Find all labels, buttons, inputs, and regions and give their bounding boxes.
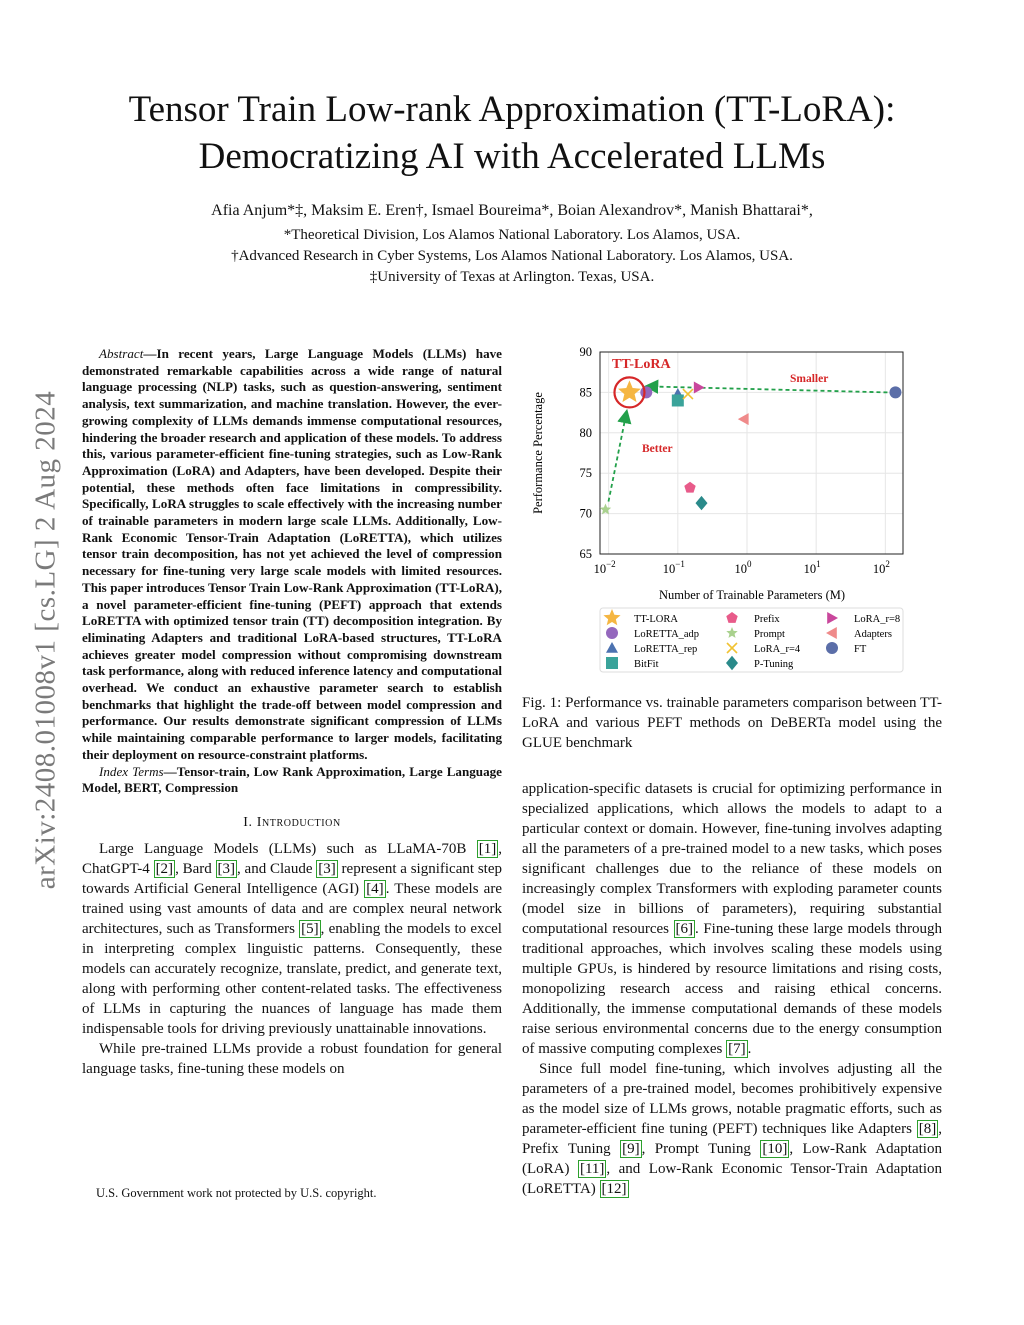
legend-label-p-tuning: P-Tuning <box>754 659 794 670</box>
citation-link[interactable]: [7] <box>728 1041 746 1057</box>
y-tick-label: 80 <box>579 425 592 440</box>
intro-paragraph-2: While pre-trained LLMs provide a robust foundation for general language tasks, fine-tuning these models on <box>82 1040 502 1077</box>
x-tick-exponent: −2 <box>606 559 616 569</box>
legend-label-prefix: Prefix <box>754 614 780 625</box>
citation-link[interactable]: [8] <box>918 1121 937 1137</box>
citation-link[interactable]: [12] <box>601 1181 627 1197</box>
citation-link[interactable]: [10] <box>762 1141 788 1157</box>
citation-link[interactable]: [11] <box>579 1161 605 1177</box>
x-axis-ticks <box>594 559 890 576</box>
citation-link[interactable]: [2] <box>155 860 174 877</box>
right-paragraph-2 <box>522 1059 942 1199</box>
citation-link[interactable]: [6] <box>675 921 694 937</box>
y-tick-label: 85 <box>579 385 592 400</box>
y-axis-ticks <box>580 346 593 561</box>
chart-annotations <box>612 357 828 455</box>
y-tick-label: 75 <box>579 466 592 481</box>
text-run: . These models are trained using vast amounts of data and are complex neural network architectures, such as Transformers <box>82 880 502 937</box>
abstract <box>82 346 502 764</box>
affiliation-2: †Advanced Research in Cyber Systems, Los Alamos National Laboratory. Los Alamos, USA. <box>231 248 793 264</box>
abstract-label: Abstract <box>99 346 144 361</box>
point-ft <box>889 386 901 398</box>
x-tick-label: $10^{-1}$ <box>662 559 685 576</box>
y-tick-label: 70 <box>579 506 592 521</box>
legend-label-loretta-adp: LoRETTA_adp <box>634 629 700 640</box>
section-title: Introduction <box>256 814 341 830</box>
text-run: . Fine-tuning these large models through traditional approaches, which involves scaling these models using multiple GPUs, is hindered by resource limitations and rising costs, monopolizing research access and raising ethical concerns. Additionally, the immense computational demands of these models raise serious environmental concerns due to the energy consumption of massive computing complexes <box>522 921 942 1057</box>
legend-label-lora-r-8: LoRA_r=8 <box>854 614 901 625</box>
index-terms-text: —Tensor-train, Low Rank Approximation, Large Language Model, BERT, Compression <box>82 763 502 796</box>
text-run: application-specific datasets is crucial for optimizing performance in specialized applications, which allows the models to adapt to a particular context or domain. However, fine-tuning involves adapting all the parameters of a pre-trained model to a new tasks, which poses significant challenges due to the reliance of these models on increasingly complex Transformers with exploding parameter counts (model size in billions of parameters), requiring substantial computational resources <box>522 781 942 937</box>
legend-label-ft: FT <box>854 644 867 655</box>
author-list: Afia Anjum*‡, Maksim E. Eren†, Ismael Boureima*, Boian Alexandrov*, Manish Bhattarai*, <box>211 202 813 219</box>
legend-label-loretta-rep: LoRETTA_rep <box>634 644 698 655</box>
title-line-2: Democratizing AI with Accelerated LLMs <box>198 136 826 177</box>
x-tick-label: $10^1$ <box>803 559 821 576</box>
text-run: , Bard <box>175 860 216 877</box>
x-tick-exponent: −1 <box>675 559 685 569</box>
citation-link[interactable]: [1] <box>478 840 497 857</box>
figure-caption: Fig. 1: Performance vs. trainable parameters comparison between TT-LoRA and various PEFT methods on DeBERTa model using the GLUE benchmark <box>522 695 942 751</box>
citation-link[interactable]: [4] <box>366 880 384 897</box>
point-loretta-adp <box>640 386 652 398</box>
text-run: Large Language Models (LLMs) such as LLaMA-70B <box>99 840 477 857</box>
citation-link[interactable]: [9] <box>622 1141 640 1157</box>
better-arrow <box>608 412 626 501</box>
text-run: , and Low-Rank Economic Tensor-Train Adaptation (LoRETTA) <box>522 1161 942 1197</box>
right-column <box>522 346 942 1199</box>
index-terms-label: Index Terms <box>99 763 164 779</box>
legend-label-lora-r-4: LoRA_r=4 <box>754 644 801 655</box>
left-column <box>82 346 502 1079</box>
legend-marker-ft <box>826 642 838 654</box>
abstract-text: —In recent years, Large Language Models (LLMs) have demonstrated remarkable capabilities across a wide range of natural language processing (NLP) tasks, such as question-answering, sentiment analysis, text summarization, and machine translation. However, the ever-growing complexity of LLMs demands immense computational resources, hindering the broader research and application of these models. To address this, various parameter-efficient fine-tuning strategies, such as Low-Rank Approximation (LoRA) and Adapters, have been developed. Despite their potential, these methods often face limitations in compressibility. Specifically, LoRA struggles to scale effectively with the increasing number of trainable parameters in modern large scale LLMs. Additionally, Low-Rank Economic Tensor-Train Adaptation (LoRETTA), which utilizes tensor train decomposition, has not yet achieved the level of compression necessary for fine-tuning very large scale models with limited resources. This paper introduces Tensor Train Low-Rank Approximation (TT-LoRA), a novel parameter-efficient fine-tuning (PEFT) approach that extends LoRETTA with optimized tensor train (TT) decomposition integration. By eliminating Adapters and traditional LoRA-based structures, TT-LoRA achieves greater model compression without compromising downstream task performance, along with reduced inference latency and computational overhead. We conduct an exhaustive parameter search to establish benchmarks that highlight the trade-off between model compression and performance. Our results demonstrate significant compression of LLMs while maintaining comparable performance to larger models, facilitating their deployment on resource-constraint platforms. <box>82 346 502 762</box>
x-tick-exponent: 1 <box>816 559 821 569</box>
point-prefix <box>684 482 695 493</box>
text-run: represent a significant step towards Artificial General Intelligence (AGI) <box>82 860 502 897</box>
legend-marker-loretta-adp <box>606 627 618 639</box>
citation-link[interactable]: [3] <box>318 860 336 877</box>
x-tick-label: $10^{-2}$ <box>593 559 616 576</box>
point-adapters <box>738 413 749 425</box>
point-bitfit <box>672 394 684 406</box>
point-prompt <box>600 504 611 515</box>
text-run: , Low-Rank Adaptation (LoRA) <box>522 1141 942 1177</box>
citation-link[interactable]: [5] <box>301 920 319 937</box>
y-tick-label: 65 <box>579 547 592 561</box>
section-heading <box>82 815 502 831</box>
affiliation-3: ‡University of Texas at Arlington. Texas, USA. <box>369 269 655 285</box>
point-lora-r-8 <box>694 382 705 394</box>
better-label: Better <box>642 443 673 455</box>
point-p-tuning <box>696 496 708 510</box>
smaller-label: Smaller <box>790 373 829 385</box>
y-axis-label: Performance Percentage <box>531 392 545 514</box>
point-tt-lora <box>618 380 641 402</box>
legend-label-adapters: Adapters <box>854 629 892 640</box>
point-lora-r-4 <box>683 389 693 399</box>
arxiv-watermark: arXiv:2408.01008v1 [cs.LG] 2 Aug 2024 <box>29 390 62 890</box>
legend-label-tt-lora: TT-LORA <box>634 614 678 625</box>
affiliation-1: *Theoretical Division, Los Alamos National Laboratory. Los Alamos, USA. <box>283 227 741 243</box>
x-tick-exponent: 2 <box>885 559 890 569</box>
text-run: , Prompt Tuning <box>641 1141 761 1157</box>
section-number: I. <box>243 814 253 830</box>
text-run: , and Claude <box>237 860 317 877</box>
copyright-footnote: U.S. Government work not protected by U.S. copyright. <box>96 1186 377 1200</box>
x-tick-exponent: 0 <box>746 559 752 569</box>
text-run: , Prefix Tuning <box>522 1121 942 1157</box>
tt-lora-label: TT-LoRA <box>612 357 671 372</box>
legend-label-bitfit: BitFit <box>634 659 659 670</box>
x-tick-label: $10^2$ <box>872 559 890 576</box>
x-axis-label: Number of Trainable Parameters (M) <box>658 588 846 602</box>
y-tick-label: 90 <box>579 346 592 359</box>
intro-paragraph-1 <box>82 839 502 1039</box>
legend-marker-bitfit <box>606 657 618 669</box>
text-run: , ChatGPT-4 <box>82 840 502 877</box>
legend-label-prompt: Prompt <box>754 629 785 640</box>
text-run: . <box>747 1041 752 1057</box>
citation-link[interactable]: [3] <box>217 860 236 877</box>
title-line-1: Tensor Train Low-rank Approximation (TT-LoRA): <box>128 89 896 130</box>
index-terms <box>82 764 502 797</box>
performance-chart <box>522 346 942 676</box>
x-tick-label: $10^0$ <box>734 559 752 576</box>
chart-legend <box>600 608 903 672</box>
text-run: , enabling the models to excel in interpreting complex linguistic patterns. Consequently, these models can accurately recognize, translate, predict, and generate text, along with performing other content-related tasks. The effectiveness of LLMs in capturing the nuances of language has made them indispensable tools for driving previously unattainable innovations. <box>82 920 502 1037</box>
right-paragraph-1 <box>522 779 942 1059</box>
text-run: Since full model fine-tuning, which involves adjusting all the parameters of a pre-trained model, becomes prohibitively expensive as the model size of LLMs grows, notable pragmatic efforts, such as parameter-efficient fine tuning (PEFT) techniques like Adapters <box>522 1061 942 1137</box>
paper-title <box>40 86 984 180</box>
affiliations <box>40 225 984 288</box>
